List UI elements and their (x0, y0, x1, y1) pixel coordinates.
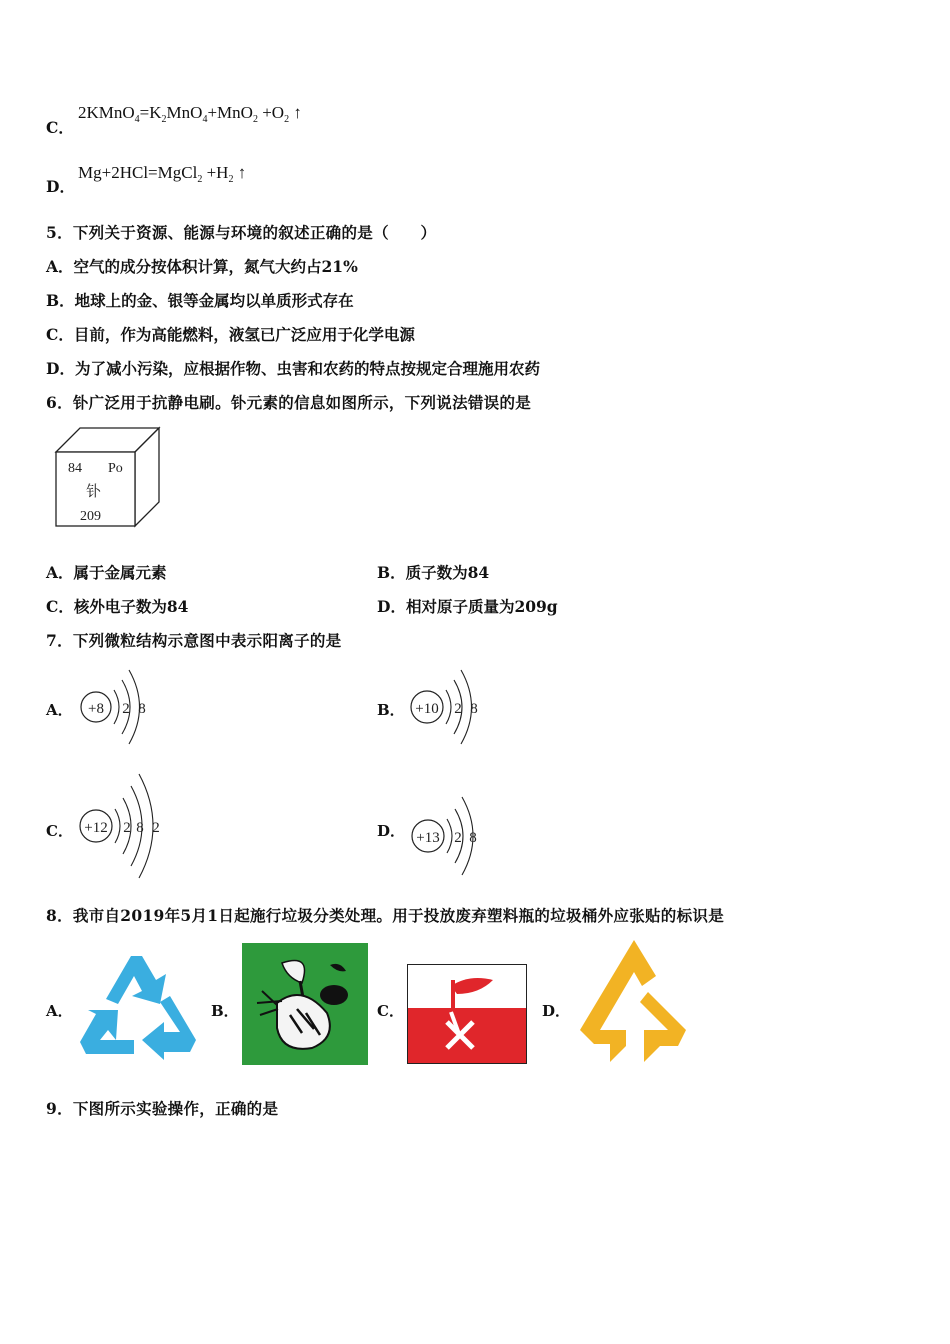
equation-term: +MnO (207, 103, 253, 122)
equation-term: +H (202, 163, 229, 182)
q8-option-a-label: A． (46, 1002, 73, 1020)
q6-option-b: B．质子数为84 (377, 563, 490, 582)
shell-electrons-1: 2 (122, 701, 130, 717)
equation-subscript: 2 (252, 114, 258, 125)
question-7-stem: 7．下列微粒结构示意图中表示阳离子的是 (46, 631, 342, 650)
atom-diagram-b (405, 660, 515, 759)
element-name: 钋 (86, 482, 102, 500)
equation-subscript: 4 (134, 114, 140, 125)
q6-option-c: C．核外电子数为84 (46, 597, 189, 616)
q7-option-d-label: D． (377, 822, 406, 840)
shell-electrons-2: 8 (469, 830, 477, 846)
element-card-polonium (50, 424, 165, 532)
question-9-stem: 9．下图所示实验操作，正确的是 (46, 1099, 279, 1118)
kitchen-waste-icon (242, 943, 368, 1069)
q6-option-a: A．属于金属元素 (46, 563, 167, 582)
question-8-stem: 8．我市自2019年5月1日起施行垃圾分类处理。用于投放废弃塑料瓶的垃圾桶外应张贴的标识是 (46, 906, 724, 925)
shell-electrons-1: 2 (123, 820, 131, 836)
equation-subscript: 2 (161, 114, 167, 125)
atom-diagram-a (74, 660, 184, 759)
element-atomic-number: 84 (68, 461, 82, 476)
q4-option-c-label: C． (46, 118, 74, 137)
question-6-stem: 6．钋广泛用于抗静电刷。钋元素的信息如图所示，下列说法错误的是 (46, 393, 532, 412)
element-atomic-mass: 209 (80, 509, 101, 524)
q4-option-d-equation (78, 163, 246, 185)
equation-subscript: 2 (197, 174, 203, 185)
q7-option-c-label: C． (46, 822, 73, 840)
q4-option-c-equation (78, 103, 302, 125)
q5-option-d: D．为了减小污染，应根据作物、虫害和农药的特点按规定合理施用农药 (46, 359, 540, 378)
shell-electrons-1: 2 (454, 830, 462, 846)
equation-term: ↑ (289, 103, 302, 122)
equation-term: 2KMnO (78, 103, 135, 122)
q8-option-c-label: C． (377, 1002, 404, 1020)
other-waste-icon (578, 938, 690, 1070)
nucleus-charge: +13 (416, 830, 440, 846)
shell-electrons-3: 2 (152, 820, 160, 836)
question-5-stem: 5．下列关于资源、能源与环境的叙述正确的是（ ） (46, 223, 437, 242)
recycle-icon (76, 944, 201, 1068)
element-symbol: Po (108, 461, 123, 476)
equation-term: =K (139, 103, 162, 122)
q7-option-b-label: B． (377, 701, 405, 719)
equation-term: ↑ (233, 163, 247, 182)
q5-option-c: C．目前，作为高能燃料，液氢已广泛应用于化学电源 (46, 325, 415, 344)
nucleus-charge: +12 (84, 820, 108, 836)
q7-option-a-label: A． (46, 701, 73, 719)
atom-diagram-d (405, 788, 515, 887)
harmful-waste-icon (407, 964, 527, 1068)
q5-option-b: B．地球上的金、银等金属均以单质形式存在 (46, 291, 354, 310)
q6-option-d: D．相对原子质量为209g (377, 597, 558, 616)
nucleus-charge: +8 (88, 701, 104, 717)
q8-option-b-label: B． (211, 1002, 239, 1020)
shell-electrons-1: 2 (454, 701, 462, 717)
equation-subscript: 4 (202, 114, 208, 125)
atom-diagram-c (74, 768, 184, 888)
shell-electrons-2: 8 (138, 701, 146, 717)
q4-option-d-label: D． (46, 177, 75, 196)
equation-term: MnO (166, 103, 203, 122)
shell-electrons-2: 8 (136, 820, 144, 836)
shell-electrons-2: 8 (470, 701, 478, 717)
q5-option-a: A．空气的成分按体积计算，氮气大约占21% (46, 257, 358, 276)
equation-term: +O (257, 103, 285, 122)
equation-term: Mg+2HCl=MgCl (78, 163, 198, 182)
q8-option-d-label: D． (542, 1002, 571, 1020)
equation-subscript: 2 (228, 174, 234, 185)
equation-subscript: 2 (284, 114, 290, 125)
nucleus-charge: +10 (415, 701, 439, 717)
